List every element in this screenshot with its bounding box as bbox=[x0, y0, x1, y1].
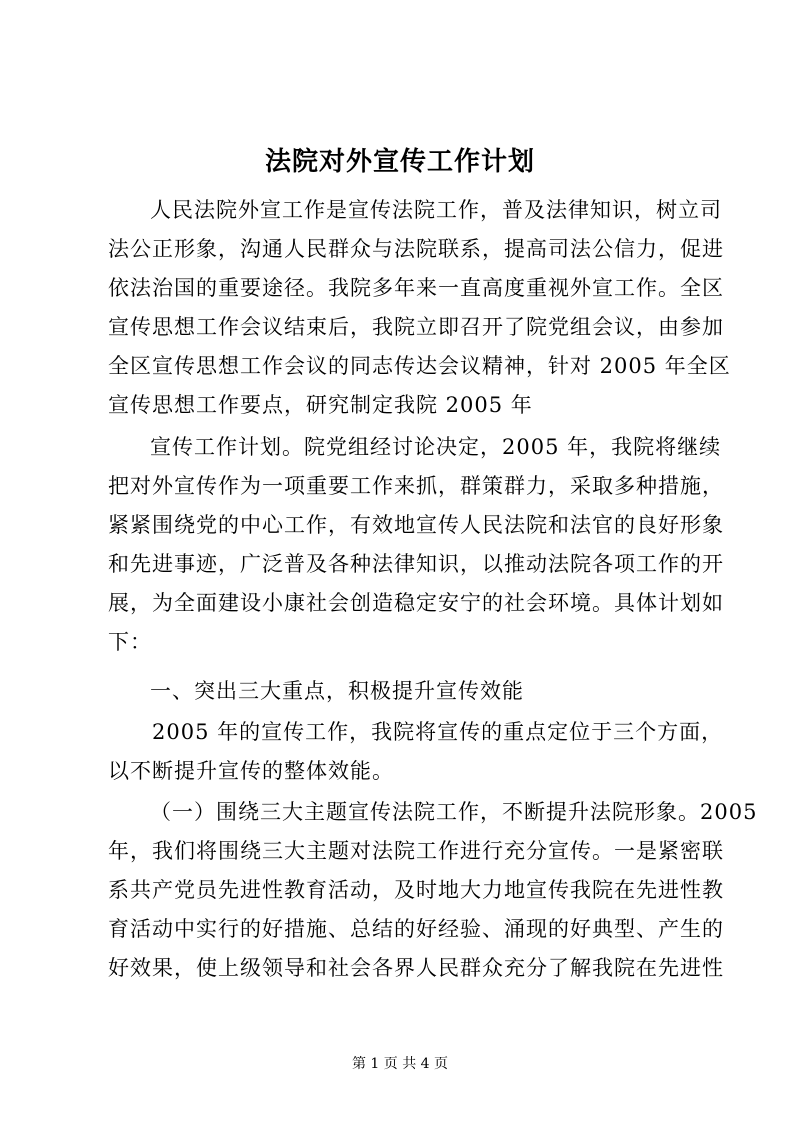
paragraph-line: 和先进事迹，广泛普及各种法律知识，以推动法院各项工作的开 bbox=[108, 552, 724, 576]
paragraph-line: 全区宣传思想工作会议的同志传达会议精神，针对 2005 年全区 bbox=[108, 354, 731, 378]
paragraph-line: 育活动中实行的好措施、总结的好经验、涌现的好典型、产生的 bbox=[108, 917, 724, 941]
paragraph-line: （一）围绕三大主题宣传法院工作，不断提升法院形象。2005 bbox=[150, 800, 758, 824]
paragraph-line: 好效果，使上级领导和社会各界人民群众充分了解我院在先进性 bbox=[108, 956, 724, 980]
paragraph-line: 展，为全面建设小康社会创造稳定安宁的社会环境。具体计划如 bbox=[108, 591, 724, 615]
paragraph-line: 系共产党员先进性教育活动，及时地大力地宣传我院在先进性教 bbox=[108, 878, 724, 902]
paragraph-line: 人民法院外宣工作是宣传法院工作，普及法律知识，树立司 bbox=[150, 198, 722, 222]
paragraph-line: 年，我们将围绕三大主题对法院工作进行充分宣传。一是紧密联 bbox=[108, 839, 724, 863]
paragraph-line: 宣传思想工作会议结束后，我院立即召开了院党组会议，由参加 bbox=[108, 315, 724, 339]
paragraph-line: 法公正形象，沟通人民群众与法院联系，提高司法公信力，促进 bbox=[108, 237, 724, 261]
section-heading: 一、突出三大重点，积极提升宣传效能 bbox=[150, 679, 524, 703]
paragraph-line: 紧紧围绕党的中心工作，有效地宣传人民法院和法官的良好形象 bbox=[108, 513, 724, 537]
paragraph-line: 依法治国的重要途径。我院多年来一直高度重视外宣工作。全区 bbox=[108, 276, 724, 300]
paragraph-line: 2005 年的宣传工作，我院将宣传的重点定位于三个方面， bbox=[152, 720, 724, 744]
paragraph-line: 把对外宣传作为一项重要工作来抓，群策群力，采取多种措施， bbox=[108, 474, 724, 498]
paragraph-line: 下： bbox=[108, 630, 152, 654]
page-number-footer: 第 1 页 共 4 页 bbox=[351, 1056, 449, 1072]
paragraph-line: 宣传思想工作要点，研究制定我院 2005 年 bbox=[108, 393, 533, 417]
paragraph-line: 宣传工作计划。院党组经讨论决定，2005 年，我院将继续 bbox=[150, 435, 722, 459]
paragraph-line: 以不断提升宣传的整体效能。 bbox=[108, 759, 394, 783]
document-title: 法院对外宣传工作计划 bbox=[264, 147, 535, 177]
